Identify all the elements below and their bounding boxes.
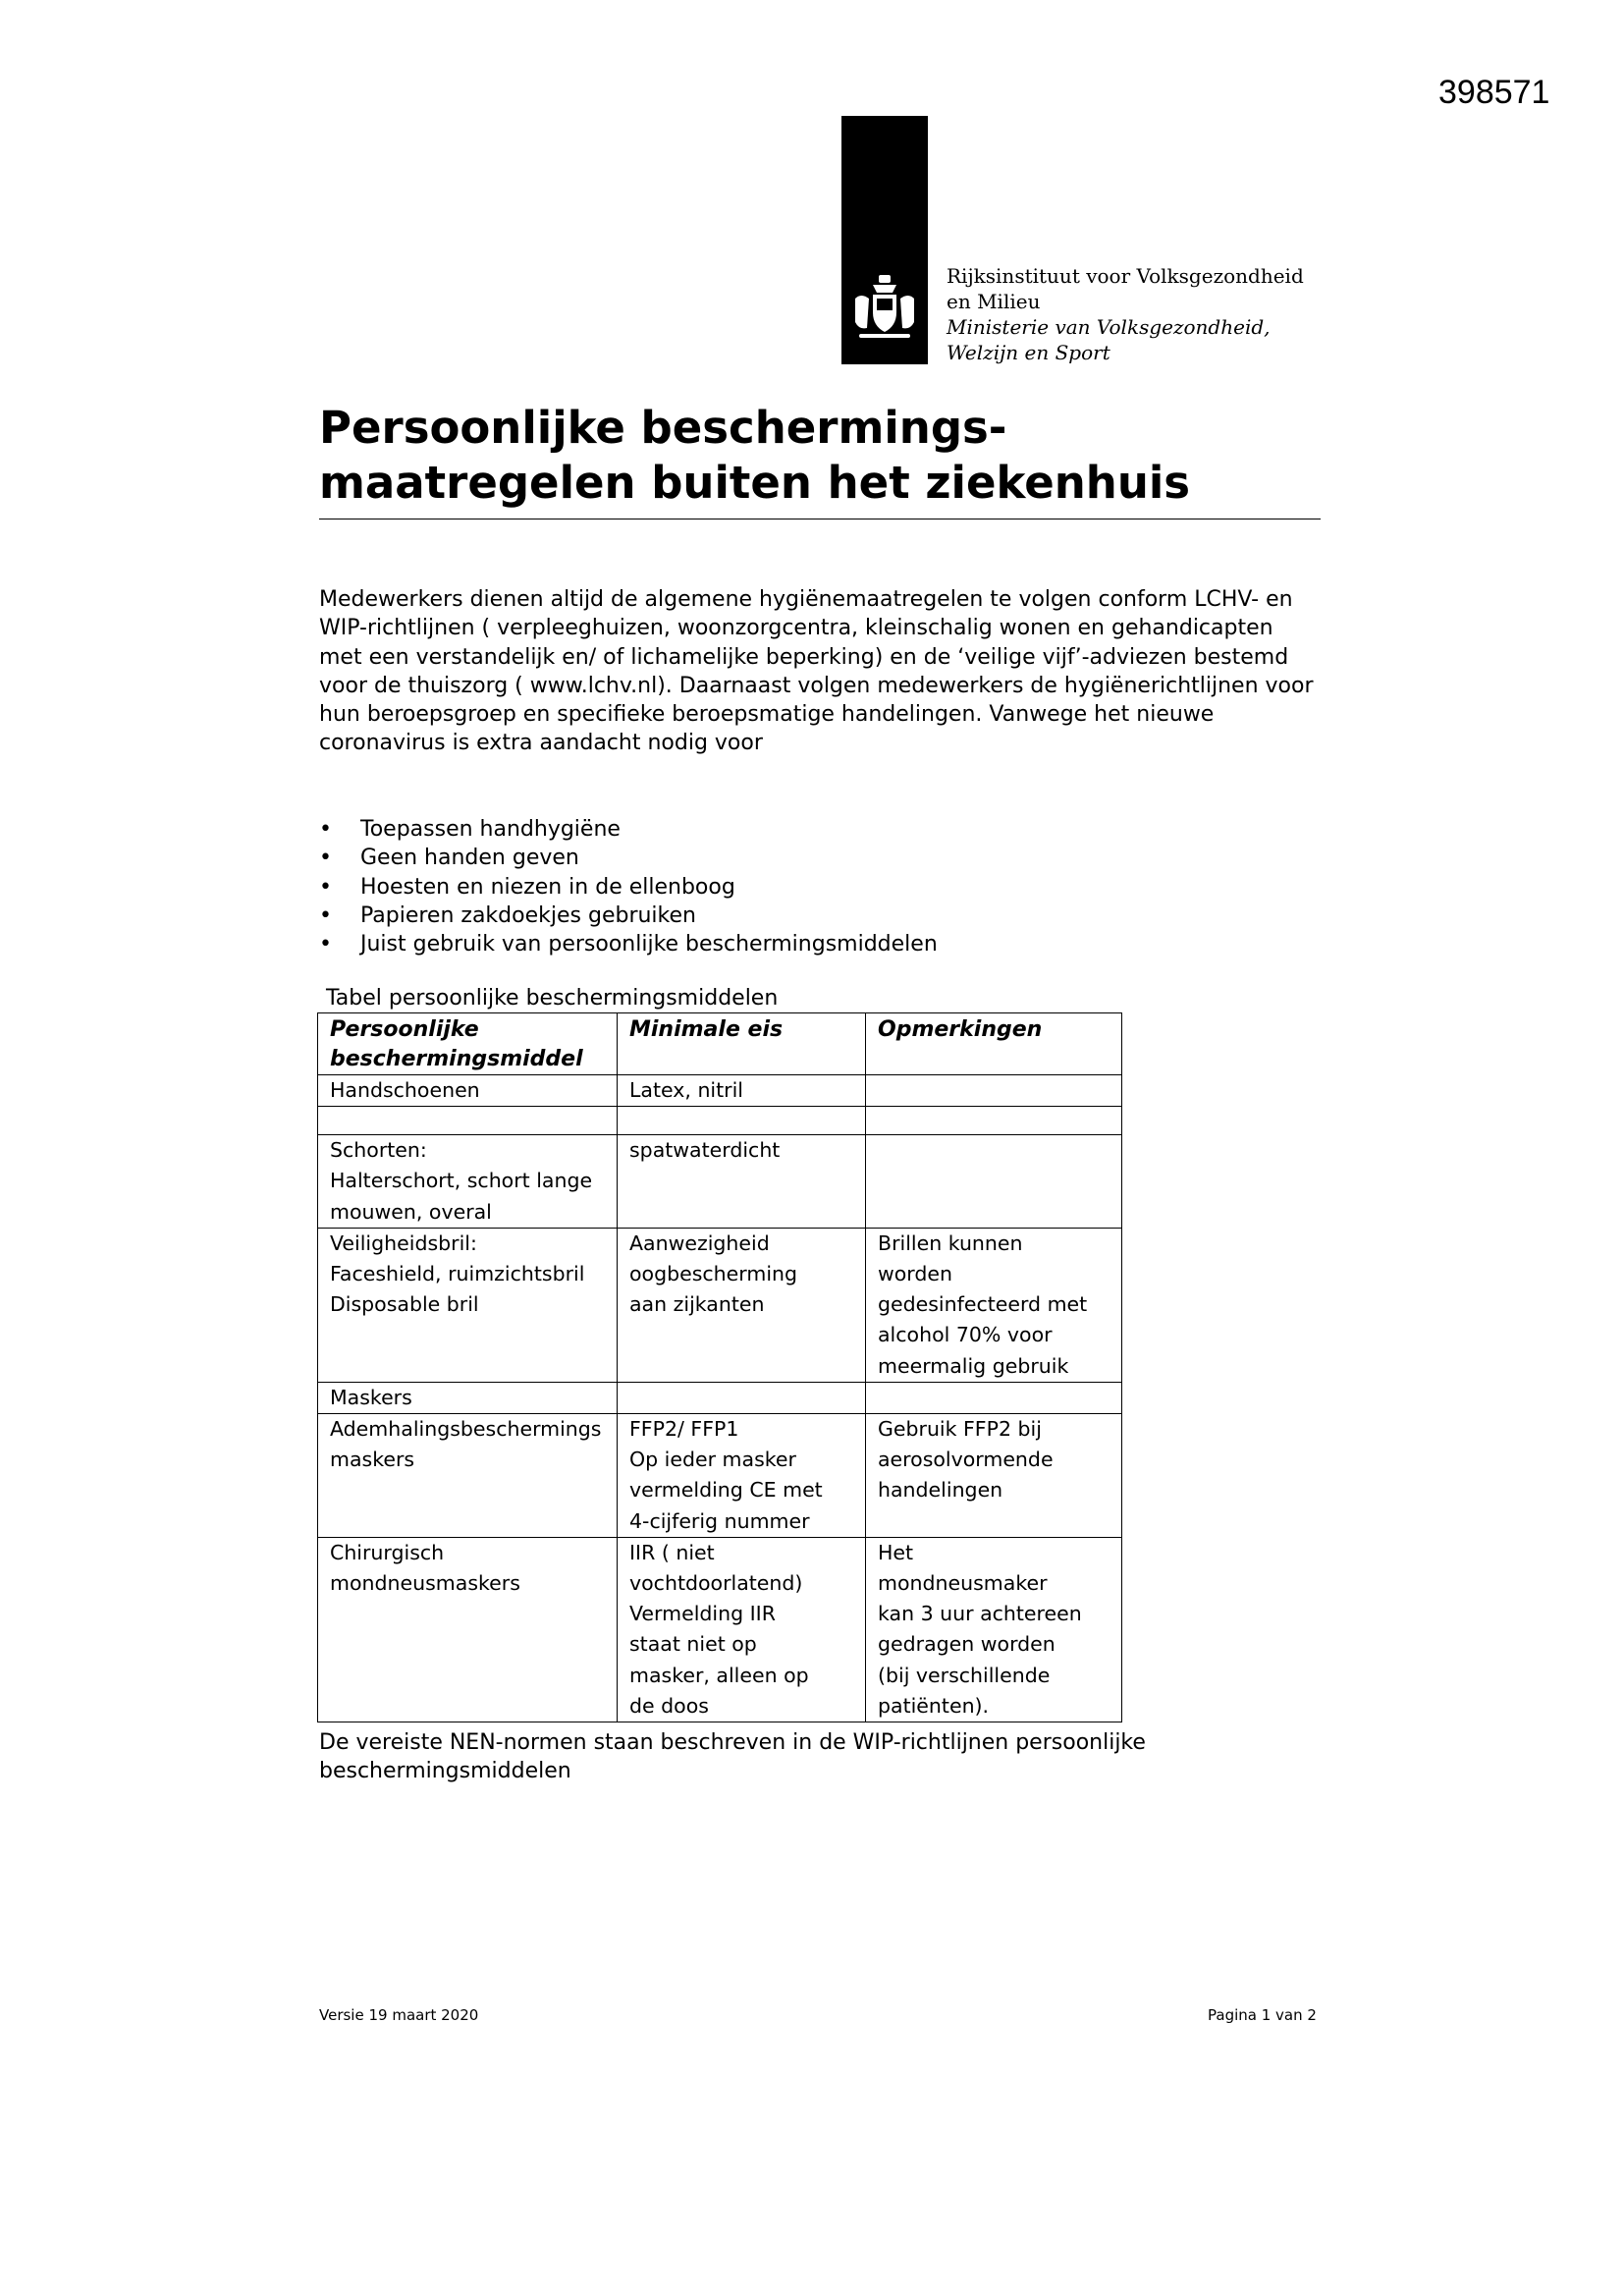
table-cell [618, 1228, 866, 1382]
list-item: • Papieren zakdoekjes gebruiken [319, 902, 938, 930]
cell-line: worden [878, 1262, 952, 1286]
table-caption: Tabel persoonlijke beschermingsmiddelen [326, 986, 779, 1011]
cell-line: patiënten). [878, 1693, 990, 1718]
intro-paragraph: Medewerkers dienen altijd de algemene hygiënemaatregelen te volgen conform LCHV- en WIP-richtlijnen ( verpleeghuizen, woonzorgcentra, kleinschalig wonen en gehandicapten met een verstandelijk en/ of lichamelijke beperking) en de ‘veilige vijf’-adviezen bestemd voor de thuiszorg ( www.lchv.nl). Daarnaast volgen medewerkers de hygiënerichtlijnen voor hun beroepsgroep en specifieke beroepsmatige handelingen. Vanwege het nieuwe coronavirus is extra aandacht nodig voor [319, 587, 1314, 756]
table-cell [618, 1382, 866, 1413]
table-cell [866, 1382, 1122, 1413]
table-row [318, 1135, 1122, 1229]
table-row [318, 1075, 1122, 1107]
organization-name-line2: en Milieu [947, 290, 1041, 313]
table-cell [318, 1107, 618, 1135]
footer-page-number: Pagina 1 van 2 [1208, 2006, 1317, 2024]
government-logo [841, 116, 928, 364]
cell-line: Disposable bril [330, 1292, 479, 1317]
list-item: • Juist gebruik van persoonlijke beschermingsmiddelen [319, 930, 938, 958]
cell-line: Veiligheidsbril: [330, 1230, 477, 1255]
table-cell [318, 1414, 618, 1538]
table-cell [866, 1414, 1122, 1538]
table-cell [866, 1107, 1122, 1135]
cell-line: mondneusmaskers [330, 1571, 520, 1596]
cell-line: Halterschort, schort lange [330, 1169, 593, 1193]
cell-line: Schorten: [330, 1138, 427, 1163]
table-cell [618, 1135, 866, 1229]
cell-line: 4-cijferig nummer [629, 1508, 810, 1533]
table-cell [318, 1537, 618, 1722]
cell-line: mondneusmaker [878, 1571, 1048, 1596]
footer-version: Versie 19 maart 2020 [319, 2006, 479, 2024]
column-header: Persoonlijke beschermingsmiddel [318, 1013, 618, 1075]
table-row [318, 1382, 1122, 1413]
cell-line: Handschoenen [330, 1078, 480, 1102]
table-row [318, 1537, 1122, 1722]
cell-line: FFP2/ FFP1 [629, 1417, 739, 1442]
cell-line: Brillen kunnen [878, 1230, 1023, 1255]
list-item: • Toepassen handhygiëne [319, 815, 938, 844]
table-cell [318, 1135, 618, 1229]
cell-line: aerosolvormende [878, 1448, 1054, 1472]
cell-line: oogbescherming [629, 1262, 798, 1286]
table-cell [866, 1228, 1122, 1382]
cell-line: staat niet op [629, 1632, 757, 1657]
ministry-line1: Ministerie van Volksgezondheid, [947, 315, 1271, 339]
organization-block [947, 263, 1304, 365]
table-row [318, 1414, 1122, 1538]
cell-line: Op ieder masker [629, 1448, 796, 1472]
cell-line: Ademhalingsbeschermings [330, 1417, 602, 1442]
cell-line: alcohol 70% voor [878, 1323, 1053, 1347]
cell-line: IIR ( niet [629, 1540, 715, 1564]
cell-line: Maskers [330, 1385, 412, 1409]
table-cell [618, 1414, 866, 1538]
norms-note: De vereiste NEN-normen staan beschreven in de WIP-richtlijnen persoonlijke beschermingsmiddelen [319, 1730, 1146, 1784]
cell-line: vochtdoorlatend) [629, 1571, 803, 1596]
title-line1: Persoonlijke beschermings- [319, 402, 1007, 454]
cell-line: Faceshield, ruimzichtsbril [330, 1262, 585, 1286]
cell-line: aan zijkanten [629, 1292, 765, 1317]
cell-line: Latex, nitril [629, 1078, 743, 1102]
bullet-list [319, 815, 938, 958]
cell-line: gedesinfecteerd met [878, 1292, 1088, 1317]
cell-line: vermelding CE met [629, 1478, 823, 1503]
table-cell [318, 1382, 618, 1413]
column-header: Opmerkingen [866, 1013, 1122, 1075]
page-title [319, 401, 1321, 519]
title-line2: maatregelen buiten het ziekenhuis [319, 457, 1191, 509]
cell-line: spatwaterdicht [629, 1138, 781, 1163]
cell-line: Chirurgisch [330, 1540, 445, 1564]
cell-line: Aanwezigheid [629, 1230, 770, 1255]
list-item: • Hoesten en niezen in de ellenboog [319, 873, 938, 902]
table-row [318, 1107, 1122, 1135]
list-item: • Geen handen geven [319, 844, 938, 872]
ppe-table [317, 1012, 1122, 1722]
table-cell [866, 1537, 1122, 1722]
table-cell [318, 1228, 618, 1382]
cell-line: masker, alleen op [629, 1663, 809, 1687]
cell-line: (bij verschillende [878, 1663, 1051, 1687]
table-header-row [318, 1013, 1122, 1075]
table-cell [866, 1135, 1122, 1229]
cell-line: kan 3 uur achtereen [878, 1602, 1082, 1626]
cell-line: maskers [330, 1448, 415, 1472]
document-number: 398571 [1438, 74, 1550, 111]
cell-line: mouwen, overal [330, 1199, 492, 1224]
coat-of-arms-icon [849, 273, 920, 344]
table-cell [618, 1075, 866, 1107]
cell-line: Gebruik FFP2 bij [878, 1417, 1042, 1442]
ministry-line2: Welzijn en Sport [947, 341, 1110, 364]
cell-line: Vermelding IIR [629, 1602, 776, 1626]
cell-line: Het [878, 1540, 914, 1564]
table-row [318, 1228, 1122, 1382]
table-cell [318, 1075, 618, 1107]
table-cell [618, 1537, 866, 1722]
column-header: Minimale eis [618, 1013, 866, 1075]
cell-line: meermalig gebruik [878, 1353, 1069, 1378]
cell-line: gedragen worden [878, 1632, 1056, 1657]
cell-line: de doos [629, 1693, 709, 1718]
table-cell [866, 1075, 1122, 1107]
organization-name-line1: Rijksinstituut voor Volksgezondheid [947, 264, 1304, 288]
table-cell [618, 1107, 866, 1135]
cell-line: handelingen [878, 1478, 1003, 1503]
